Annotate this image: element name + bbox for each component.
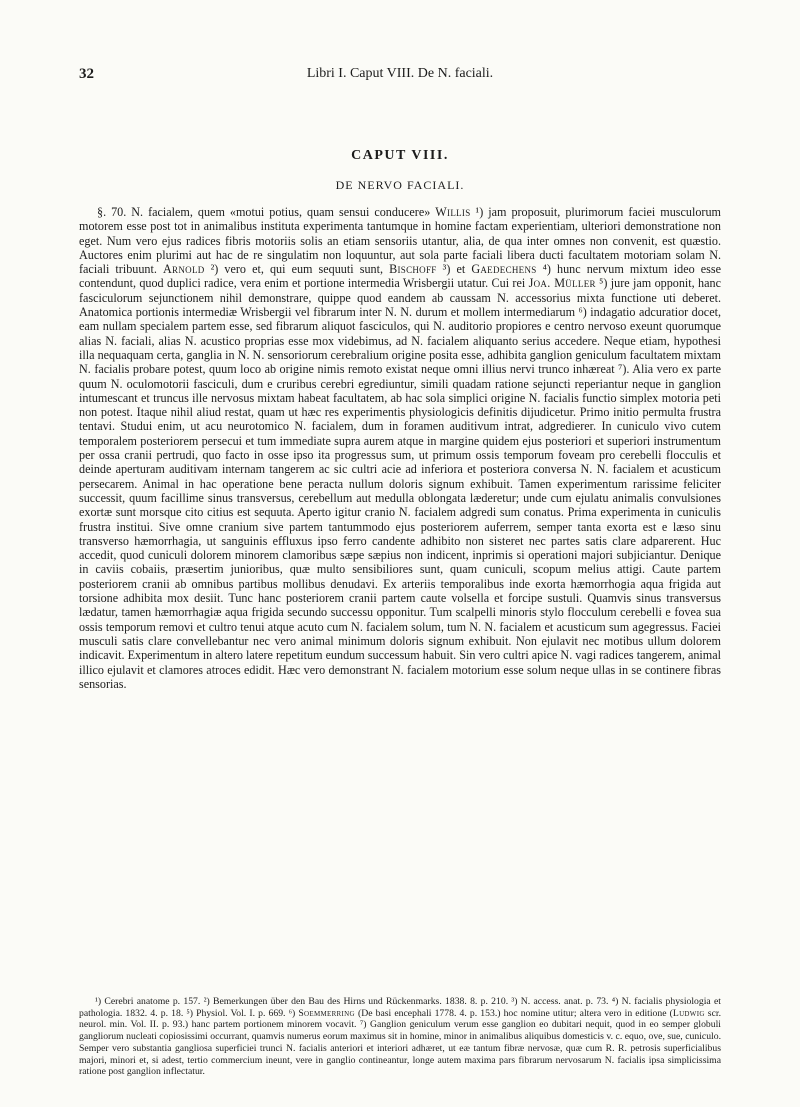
author-name: Arnold [162,262,205,277]
text-segment: ⁵) jure jam opponit, hanc fasciculorum sejunctionem nihil demonstrare, quippe quod eandem ab caussam N. accessorius mixta functione uti deberet. Anatomica portionis intermediæ Wrisbergii vel fibrarum inter N. N. durum et mollem intermediarum ⁶) indagatio adcuratior docet, eam nullam specialem partem esse, sed fibrarum aliquot fasciculos, qui N. auditorio propiores e centro nervoso exeunt quorumque alias N. faciali, alias N. acustico proprias esse mox videbimus, ad N. facialem aliquanto serius accedere. Neque etiam, hypothesi illa nequaquam certa, ganglia in N. N. sensoriorum cerebralium origine posita esse, adhibita ganglion geniculum facultatem mixtam N. facialis probare potest, quum loco ab origine nimis remoto existat neque omni illius nervi trunco inhæreat ⁷). Alia vero ex parte quum N. oculomotorii fasciculi, dum e cruribus cerebri egrediuntur, simili quadam ratione sejuncti reperiantur neque in ganglion intumescant et truncus ille nervosus mixtam habeat facultatem, ab hac sola simplici origine N. facialis functio simplex motoria peti non potest. Itaque nihil aliud restat, quam ut hæc res experimentis physiologicis definitis dijudicetur. Primo initio permulta frustra tentavi. Studui enim, ut acu neurotomico N. facialem, dum in foramen auditivum intrat, adgredierer. In cuniculo vivo cutem temporalem posteriorem persecui et tum immediate supra aurem atque in margine quidem ejus posteriori et superiori instrumentum per ossa cranii pertrudi, quo facto in osse ipso ita progressus sum, ut primum ossis temporum foveam pro cerebelli flocculis et deinde aperturam auditivam internam tangerem ac sic cultri acie ad inferiora et posteriora conversa N. N. facialem et acusticum persecarem. Animal in hac operatione bene peracta nullum doloris signum exhibuit. Tamen experimentum rarissime feliciter successit, quum facillime sinus transversus, cerebellum aut medulla oblongata læderetur; unde cum ejulatu animalis convulsiones exortæ sunt morsque cito citius est sequuta. Aperto igitur cranio N. facialem adgredi sum conatus. Prima experimenta in cuniculis frustra institui. Sive omne cranium sive partem tantummodo ejus posteriorem auferrem, semper tanta exorta est e læso sinu transverso hæmorrhagia, ut sanguinis effluxus ipso ferro candente adhibito non sisteret nec partes satis clare adparerent. Huc accedit, quod cuniculi dolorem minorem clamoribus sæpe sæpius non indicent, inprimis si operationi majori subjiciantur. Denique in caviis cobaiis, præsertim junioribus, quæ multo sensibiliores sunt, quam cuniculi, scopum melius attigi. Caute partem posteriorem cranii ab omnibus partibus mollibus denudavi. Ex arteriis temporalibus inde exorta hæmorrhogia aqua frigida aut torsione adhibita mox desiit. Tunc hanc posteriorem cranii partem caute volsella et forcipe sustuli. Quamvis sinus transversus lædatur, tamen hæmorrhagiæ aqua frigida secundo successu opponitur. Tum scalpelli minoris stylo flocculum cerebelli e fovea sua ossis temporum removi et cultro tenui atque acuto cum N. facialem solum, tum N. N. facialem et acusticum sum agegressus. Faciei musculi satis clare convellebantur nec vero animal minimum doloris signum exhibuit. Non ejulavit nec motibus ullum dolorem indicavit. Experimentum in altero latere repetitum eundum successum habuit. Sin vero cultri apice N. vagi radices tangerem, animal illico ejulavit et clamores atroces edidit. Hæc vero demonstrant N. facialem motorium esse solum neque ullas in se continere fibras sensorias. [79,276,721,691]
footnote-text: scr. neurol. min. Vol. II. p. 93.) hanc partem portionem minorem vocavit. ⁷) Ganglion geniculum verum esse ganglion eo dubitari nequit, quod in eo semper globuli gangliorum nucleati copiosissimi occurrant, quamvis numerus eorum maximus sit in homine, minor in animalibus aliquibus domesticis v. c. equo, ove, sue, cuniculo. Semper vero substantia gangliosa superficiei trunci N. facialis anteriori et interiori adhæret, ut eæ tantum fibræ nervosæ, quæ cum R. R. petrosis superficialibus majori, minori et, si adest, tertio commercium ineunt, vere in ganglio contineantur, longe autem maxima pars fibrarum nervosarum N. facialis ipsa simplicissima ratione post ganglion inflectatur. [79,1007,721,1078]
author-name: Joa. Müller [528,276,596,291]
author-name: Ludwig [672,1007,705,1019]
body-text [79,205,721,691]
chapter-subheading: DE NERVO FACIALI. [335,178,465,192]
chapter-heading: CAPUT VIII. [351,148,449,163]
text-segment: ³) et [436,262,472,277]
running-head [79,66,721,88]
author-name: Soemmerring [298,1007,355,1019]
author-name: Willis [435,205,471,219]
text-segment: ⁴) hunc nervum mixtum ideo esse contendunt, quod duplici radice, vera enim et portione intermedia Wrisbergii utatur. Cui rei [79,262,721,291]
author-name: Bischoff [389,262,437,277]
text-segment: ²) vero et, qui eum sequuti sunt, [204,262,390,277]
footnote-text: ¹) Cerebri anatome p. 157. ²) Bemerkungen über den Bau des Hirns und Rückenmarks. 1838. 8. p. 210. ³) N. access. anat. p. 73. ⁴) N. facialis physiologia et pathologia. 1832. 4. p. 18. ⁵) Physiol. Vol. I. p. 669. ⁶) [79,996,721,1019]
footnote-block [79,996,721,1078]
paragraph-70 [79,205,721,691]
footnotes [79,996,721,1078]
running-title: Libri I. Caput VIII. De N. faciali. [306,66,494,81]
footnote-text: (De basi encephali 1778. 4. p. 153.) hoc nomine utitur; altera vero in editione ( [354,1007,673,1019]
text-segment: §. 70. N. facialem, quem «motui potius, quam sensui conducere» [97,205,436,219]
page-number: 32 [79,66,94,82]
author-name: Gaedechens [471,262,537,277]
text-segment: ¹) jam proposuit, plurimorum faciei musculorum motorem esse post tot in animalibus instituta experimenta tantumque in homine factam experientiam, ulteriori demonstratione non eget. Num vero ejus radices fibris motoriis solis an etiam sensoriis utantur, alia, de qua inter omnes non convenit, est quæstio. Auctores enim plurimi aut hac de re singulatim non loquuntur, aut sola parte faciali libera ducti facultatem motoriam solam N. faciali tribuunt. [79,205,721,277]
